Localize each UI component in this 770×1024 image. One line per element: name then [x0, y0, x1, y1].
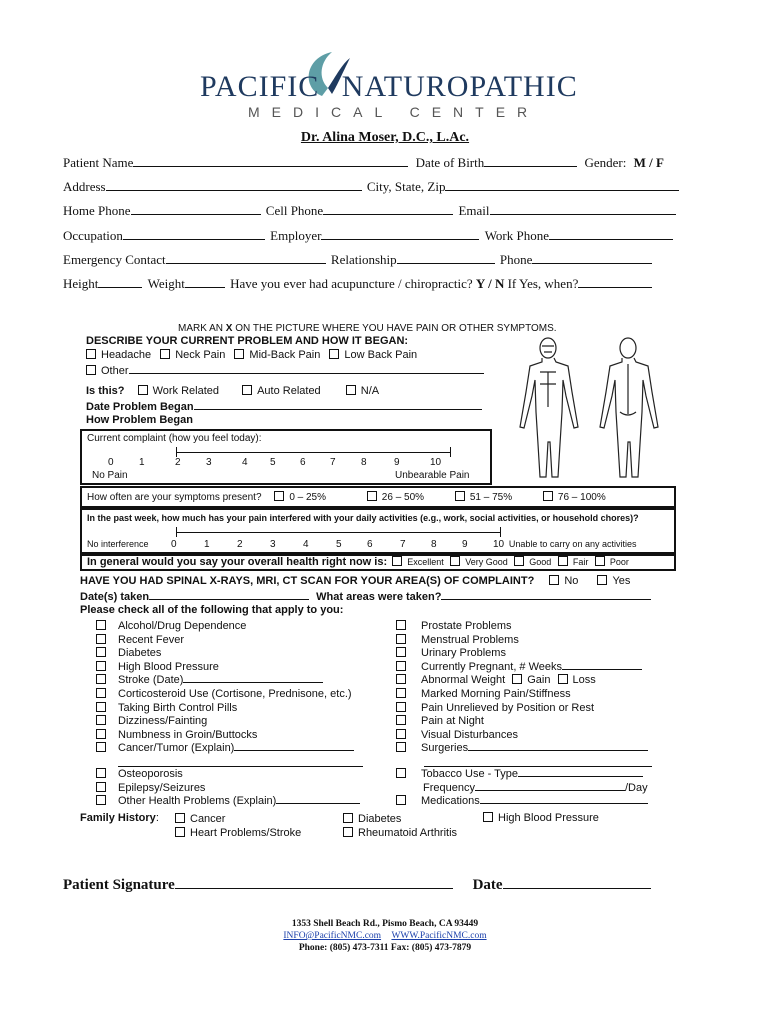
list-item: Alcohol/Drug Dependence — [96, 620, 354, 634]
pain-instruction: MARK AN X ON THE PICTURE WHERE YOU HAVE PAIN OR OTHER SYMPTOMS. — [178, 323, 557, 334]
city-state-zip-label: City, State, Zip — [366, 179, 446, 194]
prostate-checkbox[interactable] — [396, 620, 406, 630]
pain-scale-numbers — [108, 457, 441, 468]
health-very-good-checkbox[interactable] — [450, 556, 460, 566]
list-item: Abnormal Weight Gain Loss — [396, 674, 648, 688]
family-cancer-checkbox[interactable] — [175, 813, 185, 823]
patient-name-field[interactable] — [133, 166, 408, 167]
list-item: Diabetes — [96, 647, 354, 661]
row-patient-name — [63, 155, 664, 171]
list-item: Prostate Problems — [396, 620, 648, 634]
list-item: Corticosteroid Use (Cortisone, Prednisone, etc.) — [96, 688, 354, 702]
freq-76-100-label: 76 – 100% — [557, 492, 606, 503]
list-item: Pain at Night — [396, 715, 648, 729]
pain-scale-4[interactable]: 4 — [242, 457, 248, 468]
xray-question: HAVE YOU HAD SPINAL X-RAYS, MRI, CT SCAN FOR YOUR AREA(S) OF COMPLAINT? — [80, 575, 535, 587]
left-conditions-list-2 — [96, 768, 360, 809]
work-phone-field[interactable] — [549, 239, 673, 240]
list-item: Epilepsy/Seizures — [96, 782, 360, 796]
pain-scale-6[interactable]: 6 — [300, 457, 306, 468]
dob-field[interactable] — [484, 166, 577, 167]
xray-row — [80, 575, 630, 587]
no-interference-label: No interference — [87, 539, 149, 549]
footer-phone: Phone: (805) 473-7311 Fax: (805) 473-7879 — [298, 943, 472, 953]
work-related-label: Work Related — [152, 385, 220, 397]
na-checkbox[interactable] — [346, 385, 356, 395]
xray-yes-label: Yes — [612, 575, 631, 587]
emergency-contact-field[interactable] — [166, 263, 326, 264]
health-excellent-label: Excellent — [407, 557, 444, 567]
address-label: Address — [63, 179, 106, 194]
family-high-bp-label: High Blood Pressure — [498, 812, 599, 824]
how-often-label: How often are your symptoms present? — [87, 492, 262, 503]
list-item: Urinary Problems — [396, 647, 648, 661]
address-field[interactable] — [106, 190, 362, 191]
overall-health-label: In general would you say your overall health right now is: — [87, 556, 388, 568]
freq-76-100-checkbox[interactable] — [543, 491, 553, 501]
family-col-3 — [483, 812, 599, 824]
pain-scale-10[interactable]: 10 — [430, 457, 442, 468]
family-heart-checkbox[interactable] — [175, 827, 185, 837]
phone-field[interactable] — [532, 263, 652, 264]
numbness-checkbox[interactable] — [96, 729, 106, 739]
list-item: Numbness in Groin/Buttocks — [96, 729, 354, 743]
interference-scale-0[interactable]: 0 — [171, 539, 177, 550]
health-good-checkbox[interactable] — [514, 556, 524, 566]
family-high-bp-checkbox[interactable] — [483, 812, 493, 822]
family-diabetes-label: Diabetes — [358, 813, 402, 825]
tobacco-type-field[interactable] — [518, 776, 643, 777]
logo — [190, 48, 590, 123]
date-began-label: Date Problem Began — [86, 401, 194, 413]
neck-pain-label: Neck Pain — [175, 349, 226, 361]
pain-unrelieved-checkbox[interactable] — [396, 702, 406, 712]
surgeries-field[interactable] — [468, 750, 648, 751]
pain-night-checkbox[interactable] — [396, 715, 406, 725]
row-address — [63, 179, 679, 195]
footer-address: 1353 Shell Beach Rd., Pismo Beach, CA 93449 — [291, 919, 479, 929]
health-excellent-checkbox[interactable] — [392, 556, 402, 566]
stroke-date-field[interactable] — [183, 682, 323, 683]
list-item: Visual Disturbances — [396, 729, 648, 743]
right-conditions-list-2 — [396, 768, 648, 809]
cancer-explain-field[interactable] — [234, 750, 354, 751]
home-phone-field[interactable] — [131, 214, 261, 215]
occupation-label: Occupation — [63, 228, 123, 243]
date-began-field[interactable] — [194, 409, 482, 410]
loss-label: Loss — [572, 674, 596, 687]
medications-field[interactable] — [480, 803, 648, 804]
gender-label: Gender: — [584, 155, 627, 170]
freq-26-50-label: 26 – 50% — [381, 492, 425, 503]
patient-signature-field[interactable] — [175, 888, 453, 889]
alcohol-checkbox[interactable] — [96, 620, 106, 630]
list-item: Medications — [396, 795, 648, 809]
freq-0-25-label: 0 – 25% — [289, 492, 327, 503]
freq-51-75-checkbox[interactable] — [455, 491, 465, 501]
urinary-checkbox[interactable] — [396, 647, 406, 657]
work-related-checkbox[interactable] — [138, 385, 148, 395]
email-field[interactable] — [490, 214, 676, 215]
logo-subtitle: MEDICAL CENTER — [248, 104, 540, 120]
list-item: Osteoporosis — [96, 768, 360, 782]
row-emergency — [63, 252, 652, 268]
acupuncture-question: Have you ever had acupuncture / chiropractic? — [230, 276, 473, 291]
list-item: Other Health Problems (Explain) — [96, 795, 360, 809]
overall-health-row — [87, 556, 629, 568]
health-poor-checkbox[interactable] — [595, 556, 605, 566]
na-label: N/A — [360, 385, 380, 397]
pregnant-checkbox[interactable] — [396, 661, 406, 671]
medications-checkbox[interactable] — [396, 795, 406, 805]
birth-control-checkbox[interactable] — [96, 702, 106, 712]
interference-scale-1[interactable]: 1 — [204, 539, 210, 550]
emergency-contact-label: Emergency Contact — [63, 252, 166, 267]
list-item: Pain Unrelieved by Position or Rest — [396, 702, 648, 716]
cancer-checkbox[interactable] — [96, 742, 106, 752]
pain-scale-7[interactable]: 7 — [330, 457, 336, 468]
pain-scale-8[interactable]: 8 — [361, 457, 367, 468]
dizziness-checkbox[interactable] — [96, 715, 106, 725]
height-label: Height — [63, 276, 99, 291]
cancer-explain-line2[interactable] — [118, 766, 363, 767]
phone-label: Phone — [499, 252, 533, 267]
osteoporosis-checkbox[interactable] — [96, 768, 106, 778]
other-row — [86, 365, 484, 377]
patient-name-label: Patient Name — [63, 155, 134, 170]
body-diagram-icon[interactable] — [508, 332, 678, 482]
headache-label: Headache — [101, 349, 152, 361]
fever-checkbox[interactable] — [96, 634, 106, 644]
interference-scale-5[interactable]: 5 — [336, 539, 342, 550]
row-phones — [63, 203, 676, 219]
interference-tick-left — [176, 527, 177, 537]
other-label: Other — [101, 365, 129, 377]
surgeries-checkbox[interactable] — [396, 742, 406, 752]
list-item: Frequency /Day — [423, 781, 648, 794]
pain-scale-3[interactable]: 3 — [206, 457, 212, 468]
occupation-field[interactable] — [123, 239, 265, 240]
interference-scale-line[interactable] — [176, 532, 500, 533]
health-good-label: Good — [529, 557, 552, 567]
relationship-label: Relationship — [330, 252, 397, 267]
health-fair-checkbox[interactable] — [558, 556, 568, 566]
family-cancer-label: Cancer — [190, 813, 226, 825]
is-this-row — [86, 385, 379, 397]
auto-related-label: Auto Related — [257, 385, 321, 397]
morning-pain-checkbox[interactable] — [396, 688, 406, 698]
unable-label: Unable to carry on any activities — [508, 539, 637, 549]
dates-taken-label: Date(s) taken — [80, 591, 150, 603]
interference-question: In the past week, how much has your pain interfered with your daily activities (e.g., work, social activities, or household chores)? — [87, 513, 639, 523]
interference-scale-3[interactable]: 3 — [270, 539, 276, 550]
weight-label: Weight — [147, 276, 185, 291]
dob-label: Date of Birth — [415, 155, 485, 170]
list-item: Recent Fever — [96, 634, 354, 648]
acupuncture-yn[interactable]: Y / N — [475, 276, 505, 291]
pain-scale-5[interactable]: 5 — [270, 457, 276, 468]
epilepsy-checkbox[interactable] — [96, 782, 106, 792]
list-item: Marked Morning Pain/Stiffness — [396, 688, 648, 702]
employer-label: Employer — [270, 228, 322, 243]
xray-no-label: No — [564, 575, 579, 587]
health-poor-label: Poor — [609, 557, 629, 567]
surgeries-line2[interactable] — [424, 766, 652, 767]
pain-scale-0[interactable]: 0 — [108, 457, 114, 468]
mid-back-label: Mid-Back Pain — [249, 349, 321, 361]
list-item: Taking Birth Control Pills — [96, 702, 354, 716]
unbearable-label: Unbearable Pain — [395, 470, 470, 481]
footer-web-link[interactable]: WWW.PacificNMC.com — [391, 931, 487, 941]
if-yes-field[interactable] — [578, 287, 652, 288]
health-very-good-label: Very Good — [465, 557, 508, 567]
abnormal-weight-checkbox[interactable] — [396, 674, 406, 684]
xray-no-checkbox[interactable] — [549, 575, 559, 585]
date-began-row — [86, 401, 482, 413]
interference-scale-9[interactable]: 9 — [462, 539, 468, 550]
gain-label: Gain — [527, 674, 551, 687]
employer-field[interactable] — [321, 239, 479, 240]
gain-checkbox[interactable] — [512, 674, 522, 684]
doctor-name: Dr. Alina Moser, D.C., L.Ac. — [300, 130, 470, 145]
dates-taken-field[interactable] — [149, 599, 309, 600]
home-phone-label: Home Phone — [63, 203, 131, 218]
cell-phone-field[interactable] — [323, 214, 453, 215]
list-item: Stroke (Date) — [96, 674, 354, 688]
other-health-field[interactable] — [276, 803, 360, 804]
city-state-zip-field[interactable] — [445, 190, 679, 191]
visual-checkbox[interactable] — [396, 729, 406, 739]
freq-26-50-checkbox[interactable] — [367, 491, 377, 501]
is-this-label: Is this? — [86, 385, 125, 397]
menstrual-checkbox[interactable] — [396, 634, 406, 644]
complaint-label: Current complaint (how you feel today): — [87, 433, 262, 444]
how-often-row — [87, 491, 606, 503]
signature-row — [63, 877, 651, 894]
list-item: Currently Pregnant, # Weeks — [396, 661, 648, 675]
family-heart-label: Heart Problems/Stroke — [190, 827, 302, 839]
family-history-row: Family History: — [80, 812, 159, 824]
family-ra-label: Rheumatoid Arthritis — [358, 827, 458, 839]
tobacco-checkbox[interactable] — [396, 768, 406, 778]
list-item: Surgeries — [396, 742, 648, 756]
weight-field[interactable] — [185, 287, 225, 288]
freq-51-75-label: 51 – 75% — [469, 492, 513, 503]
check-all-label: Please check all of the following that apply to you: — [80, 604, 344, 616]
family-ra-checkbox[interactable] — [343, 827, 353, 837]
interference-tick-right — [500, 527, 501, 537]
interference-scale-6[interactable]: 6 — [367, 539, 373, 550]
interference-scale-10[interactable]: 10 — [493, 539, 505, 550]
signature-date-field[interactable] — [503, 888, 651, 889]
dates-areas-row — [80, 591, 651, 603]
footer — [0, 918, 770, 954]
signature-date-label: Date — [472, 877, 503, 893]
no-pain-label: No Pain — [92, 470, 128, 481]
right-conditions-list — [396, 620, 648, 756]
pain-scale-9[interactable]: 9 — [394, 457, 400, 468]
mid-back-checkbox[interactable] — [234, 349, 244, 359]
scale-tick-right — [450, 447, 451, 457]
list-item: High Blood Pressure — [96, 661, 354, 675]
interference-scale-8[interactable]: 8 — [431, 539, 437, 550]
list-item: Cancer/Tumor (Explain) — [96, 742, 354, 756]
stroke-checkbox[interactable] — [96, 674, 106, 684]
footer-email-link[interactable]: INFO@PacificNMC.com — [283, 931, 382, 941]
row-occupation — [63, 228, 673, 244]
low-back-label: Low Back Pain — [344, 349, 418, 361]
list-item: Menstrual Problems — [396, 634, 648, 648]
other-checkbox[interactable] — [86, 365, 96, 375]
email-label: Email — [458, 203, 490, 218]
work-phone-label: Work Phone — [484, 228, 549, 243]
pain-scale-line[interactable] — [176, 452, 450, 453]
interference-scale-2[interactable]: 2 — [237, 539, 243, 550]
pain-scale-2[interactable]: 2 — [175, 457, 181, 468]
describe-heading: DESCRIBE YOUR CURRENT PROBLEM AND HOW IT BEGAN: — [86, 335, 409, 347]
family-diabetes-checkbox[interactable] — [343, 813, 353, 823]
high-bp-checkbox[interactable] — [96, 661, 106, 671]
logo-word-pacific: PACIFIC — [200, 70, 320, 103]
pregnant-weeks-field[interactable] — [562, 669, 642, 670]
list-item: Dizziness/Fainting — [96, 715, 354, 729]
patient-signature-label: Patient Signature — [63, 877, 175, 893]
interference-scale-7[interactable]: 7 — [400, 539, 406, 550]
low-back-checkbox[interactable] — [329, 349, 339, 359]
xray-yes-checkbox[interactable] — [597, 575, 607, 585]
scale-tick-left — [176, 447, 177, 457]
family-history-label: Family History — [80, 812, 156, 824]
interference-scale-row — [87, 539, 636, 550]
problem-options — [86, 349, 417, 361]
headache-checkbox[interactable] — [86, 349, 96, 359]
relationship-field[interactable] — [397, 263, 495, 264]
frequency-field[interactable] — [475, 790, 625, 791]
left-conditions-list — [96, 620, 354, 756]
diabetes-checkbox[interactable] — [96, 647, 106, 657]
gender-options[interactable]: M / F — [633, 155, 664, 170]
row-height-weight — [63, 276, 652, 292]
pain-scale-1[interactable]: 1 — [139, 457, 145, 468]
interference-scale-4[interactable]: 4 — [303, 539, 309, 550]
neck-pain-checkbox[interactable] — [160, 349, 170, 359]
how-began-label: How Problem Began — [86, 414, 193, 426]
cell-phone-label: Cell Phone — [265, 203, 324, 218]
areas-taken-field[interactable] — [441, 599, 651, 600]
corticosteroid-checkbox[interactable] — [96, 688, 106, 698]
logo-word-naturopathic: NATUROPATHIC — [341, 70, 578, 103]
family-col-2 — [343, 812, 457, 840]
if-yes-label: If Yes, when? — [507, 276, 579, 291]
height-field[interactable] — [98, 287, 142, 288]
loss-checkbox[interactable] — [558, 674, 568, 684]
family-col-1 — [175, 812, 301, 840]
other-field[interactable] — [129, 373, 484, 374]
health-fair-label: Fair — [572, 557, 589, 567]
list-item: Tobacco Use - Type — [396, 768, 648, 782]
areas-taken-label: What areas were taken? — [316, 591, 442, 603]
other-health-checkbox[interactable] — [96, 795, 106, 805]
freq-0-25-checkbox[interactable] — [274, 491, 284, 501]
auto-related-checkbox[interactable] — [242, 385, 252, 395]
